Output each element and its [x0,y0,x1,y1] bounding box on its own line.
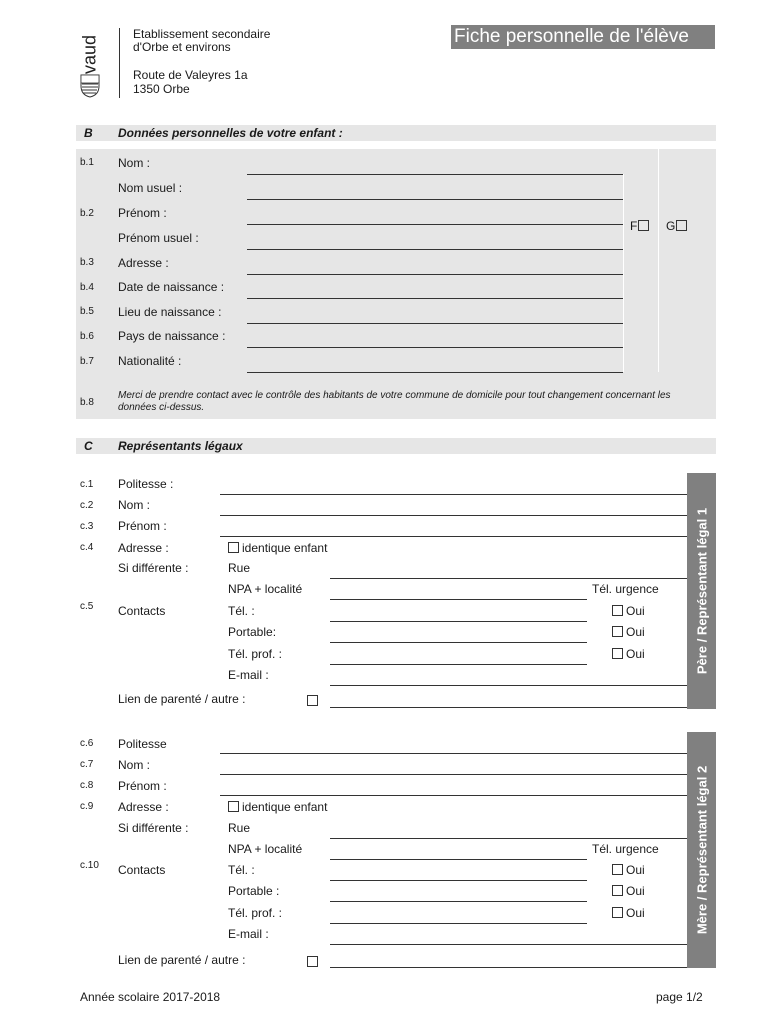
field-lieu-naissance[interactable] [247,323,623,324]
rep1-field-tel[interactable] [330,621,587,622]
rep2-field-tel-prof[interactable] [330,923,587,924]
label-prenom: Prénom : [118,206,167,220]
footer-page-number: page 1/2 [656,990,703,1004]
rep2-telprof-urgent-label: Oui [626,906,645,920]
field-nationalite[interactable] [247,372,623,373]
rep1-label-tel-prof: Tél. prof. : [228,647,283,661]
rep1-identique-label: identique enfant [242,541,328,555]
rep2-label-adresse: Adresse : [118,800,169,814]
rep1-identique-option[interactable] [228,541,327,555]
label-nationalite: Nationalité : [118,354,182,368]
field-adresse[interactable] [247,274,623,275]
rep2-label-nom: Nom : [118,758,151,772]
rep2-tel-urgent-label: Oui [626,863,645,877]
rep1-telprof-urgent-label: Oui [626,647,645,661]
rep1-field-portable[interactable] [330,642,587,643]
code-c2: c.2 [80,500,94,511]
code-c5: c.5 [80,601,94,612]
school-address-line2: 1350 Orbe [133,82,190,96]
rep1-portable-urgent-checkbox[interactable] [612,626,623,637]
rep2-autre-checkbox[interactable] [307,956,318,967]
rep1-tel-urgent-option[interactable] [612,604,645,618]
rep1-label-tel-urgence: Tél. urgence [592,582,659,596]
section-b-title: Données personnelles de votre enfant : [118,126,343,140]
rep2-field-portable[interactable] [330,901,587,902]
rep1-label-portable: Portable: [228,625,277,639]
sex-g-checkbox[interactable] [676,220,687,231]
code-b8: b.8 [80,397,94,408]
rep2-field-email[interactable] [330,944,687,945]
rep2-label-lien: Lien de parenté / autre : [118,953,246,967]
rep1-field-email[interactable] [330,685,687,686]
rep2-identique-checkbox[interactable] [228,801,239,812]
canton-logo [76,28,104,98]
sex-g-option[interactable] [666,219,690,233]
code-c4: c.4 [80,542,94,553]
rep2-label-email: E-mail : [228,927,269,941]
rep1-field-nom[interactable] [220,515,687,516]
rep2-identique-label: identique enfant [242,800,328,814]
coat-of-arms-icon [80,74,100,98]
sex-f-option[interactable] [630,219,652,233]
rep2-label-tel: Tél. : [228,863,255,877]
rep2-label-rue: Rue [228,821,251,835]
rep1-label-politesse: Politesse : [118,477,174,491]
code-c8: c.8 [80,780,94,791]
page-title: Fiche personnelle de l'élève [451,25,715,49]
code-c9: c.9 [80,801,94,812]
section-b-letter: B [84,126,93,140]
rep2-label-prenom: Prénom : [118,779,167,793]
rep1-field-rue[interactable] [330,578,687,579]
field-date-naissance[interactable] [247,298,623,299]
rep2-label-tel-prof: Tél. prof. : [228,906,283,920]
school-address-line1: Route de Valeyres 1a [133,68,248,82]
section-c-letter: C [84,439,93,453]
rep1-label-npa: NPA + localité [228,582,303,596]
rep1-label-contacts: Contacts [118,604,166,618]
rep2-label-si-differente: Si différente : [118,821,189,835]
rep2-field-nom[interactable] [220,774,687,775]
rep2-field-tel[interactable] [330,880,587,881]
rep2-telprof-urgent-option[interactable] [612,906,645,920]
code-b3: b.3 [80,257,94,268]
code-c1: c.1 [80,479,94,490]
rep1-label-prenom: Prénom : [118,519,167,533]
rep1-autre-checkbox[interactable] [307,695,318,706]
rep1-label-nom: Nom : [118,498,151,512]
rep2-field-politesse[interactable] [220,753,687,754]
rep1-tel-urgent-checkbox[interactable] [612,605,623,616]
rep2-portable-urgent-option[interactable] [612,884,645,898]
rep1-tel-urgent-label: Oui [626,604,645,618]
rep1-label-adresse: Adresse : [118,541,169,555]
code-b7: b.7 [80,356,94,367]
sex-column-divider [623,174,624,372]
rep1-label-tel: Tél. : [228,604,255,618]
school-name-line1: Etablissement secondaire [133,27,271,41]
label-prenom-usuel: Prénom usuel : [118,231,199,245]
sex-column-divider-right [658,149,659,372]
rep1-field-prenom[interactable] [220,536,687,537]
code-b4: b.4 [80,282,94,293]
rep2-tel-urgent-option[interactable] [612,863,645,877]
field-nom-usuel[interactable] [247,199,623,200]
header-divider [119,28,120,98]
code-c7: c.7 [80,759,94,770]
footer-school-year: Année scolaire 2017-2018 [80,990,221,1004]
rep1-telprof-urgent-option[interactable] [612,647,645,661]
label-adresse: Adresse : [118,256,169,270]
rep1-telprof-urgent-checkbox[interactable] [612,648,623,659]
label-pays-naissance: Pays de naissance : [118,329,226,343]
logo-wordmark: vaud [79,34,100,75]
rep1-field-politesse[interactable] [220,494,687,495]
section-b-note: Merci de prendre contact avec le contrôle des habitants de votre commune de domicile pour tout changement concernant les données ci-dessus. [118,390,671,413]
rep2-label-portable: Portable : [228,884,280,898]
rep1-portable-urgent-option[interactable] [612,625,645,639]
rep2-label-politesse: Politesse [118,737,167,751]
rep2-label-contacts: Contacts [118,863,166,877]
rep1-side-label: Père / Représentant légal 1 [687,473,716,709]
rep1-portable-urgent-label: Oui [626,625,645,639]
sex-f-label: F [630,219,638,233]
code-b5: b.5 [80,306,94,317]
sex-g-label: G [666,219,676,233]
code-c6: c.6 [80,738,94,749]
rep2-field-lien[interactable] [330,967,687,968]
sex-f-checkbox[interactable] [638,220,649,231]
rep1-label-email: E-mail : [228,668,269,682]
rep2-field-npa[interactable] [330,859,587,860]
label-nom: Nom : [118,156,151,170]
rep2-label-npa: NPA + localité [228,842,303,856]
rep2-telprof-urgent-checkbox[interactable] [612,907,623,918]
rep2-tel-urgent-checkbox[interactable] [612,864,623,875]
section-c-title: Représentants légaux [118,439,243,453]
rep1-field-npa[interactable] [330,599,587,600]
rep2-label-tel-urgence: Tél. urgence [592,842,659,856]
label-nom-usuel: Nom usuel : [118,181,183,195]
field-pays-naissance[interactable] [247,347,623,348]
rep2-field-rue[interactable] [330,838,687,839]
code-b1: b.1 [80,157,94,168]
field-prenom-usuel[interactable] [247,249,623,250]
rep1-field-lien[interactable] [330,707,687,708]
rep1-field-tel-prof[interactable] [330,664,587,665]
rep1-label-rue: Rue [228,561,251,575]
rep2-identique-option[interactable] [228,800,327,814]
school-name-line2: d'Orbe et environs [133,40,231,54]
label-date-naissance: Date de naissance : [118,280,225,294]
rep2-field-prenom[interactable] [220,795,687,796]
code-c10: c.10 [80,860,99,871]
rep1-label-si-differente: Si différente : [118,561,189,575]
rep1-label-lien: Lien de parenté / autre : [118,692,246,706]
rep2-portable-urgent-checkbox[interactable] [612,885,623,896]
code-b6: b.6 [80,331,94,342]
rep1-identique-checkbox[interactable] [228,542,239,553]
rep2-portable-urgent-label: Oui [626,884,645,898]
code-c3: c.3 [80,521,94,532]
field-prenom[interactable] [247,224,623,225]
field-nom[interactable] [247,174,623,175]
rep2-side-label: Mère / Représentant légal 2 [687,732,716,968]
code-b2: b.2 [80,208,94,219]
label-lieu-naissance: Lieu de naissance : [118,305,222,319]
